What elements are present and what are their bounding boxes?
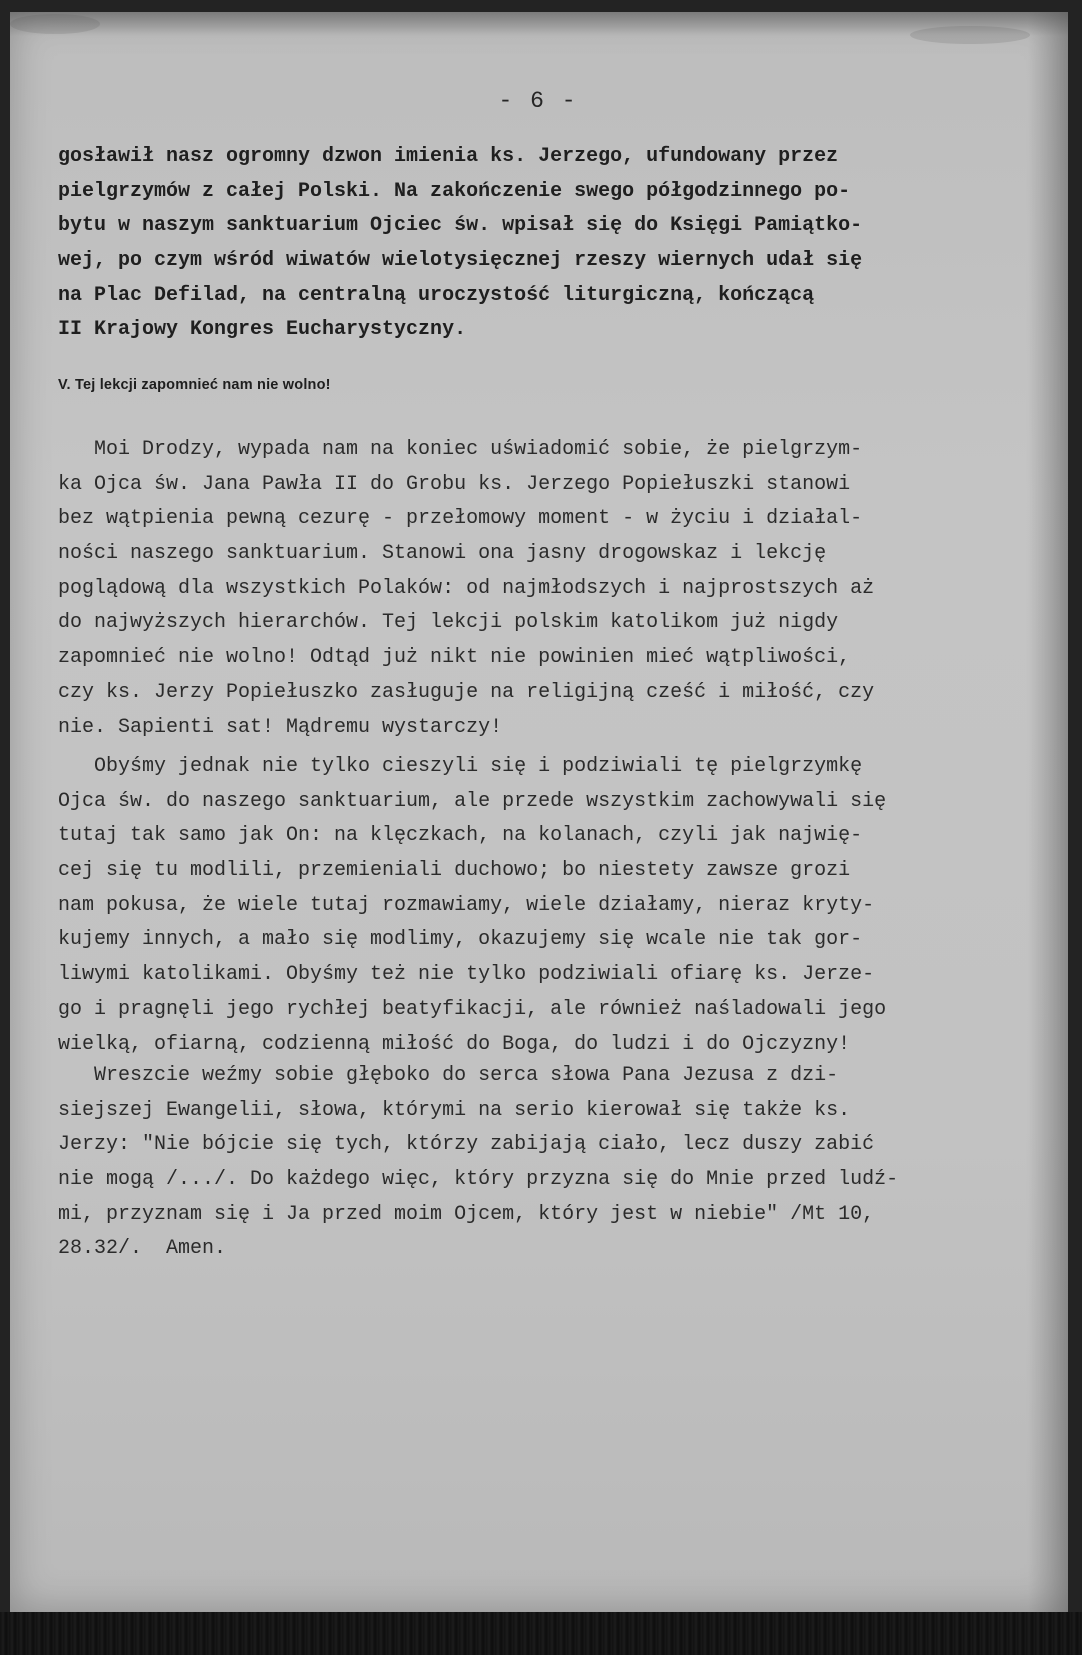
text-line: kujemy innych, a mało się modlimy, okazujemy się wcale nie tak gor- xyxy=(58,928,863,952)
paragraph-4 xyxy=(58,1059,1018,1267)
text-line: siejszej Ewangelii, słowa, którymi na serio kierował się także ks. xyxy=(58,1098,851,1122)
text-line: ności naszego sanktuarium. Stanowi ona jasny drogowskaz i lekcję xyxy=(58,542,827,566)
text-line: Jerzy: "Nie bójcie się tych, którzy zabijają ciało, lecz duszy zabić xyxy=(58,1133,875,1157)
page-top-shadow xyxy=(10,12,1068,36)
text-line: zapomnieć nie wolno! Odtąd już nikt nie powinien mieć wątpliwości, xyxy=(58,646,851,670)
text-line: tutaj tak samo jak On: na klęczkach, na kolanach, czyli jak najwię- xyxy=(58,824,863,848)
page-number: - 6 - xyxy=(498,88,578,114)
paragraph-3 xyxy=(58,750,1018,1062)
page-right-shadow xyxy=(1028,12,1068,1612)
text-line: II Krajowy Kongres Eucharystyczny. xyxy=(58,318,467,342)
text-line: bez wątpienia pewną cezurę - przełomowy moment - w życiu i działal- xyxy=(58,507,863,531)
text-line: do najwyższych hierarchów. Tej lekcji polskim katolikom już nigdy xyxy=(58,611,839,635)
text-line: gosławił nasz ogromny dzwon imienia ks. Jerzego, ufundowany przez xyxy=(58,145,839,168)
text-line: wielką, ofiarną, codzienną miłość do Boga, do ludzi i do Ojczyzny! xyxy=(58,1032,851,1056)
text-line: Moi Drodzy, wypada nam na koniec uświadomić sobie, że pielgrzym- xyxy=(58,438,863,461)
text-line: wej, po czym wśród wiwatów wielotysięcznej rzeszy wiernych udał się xyxy=(58,249,863,273)
text-line: pielgrzymów z całej Polski. Na zakończenie swego półgodzinnego po- xyxy=(58,179,851,203)
document-page xyxy=(10,12,1068,1612)
text-line: na Plac Defilad, na centralną uroczystość liturgiczną, kończącą xyxy=(58,283,815,307)
text-line: cej się tu modlili, przemieniali duchowo; bo niestety zawsze grozi xyxy=(58,859,851,883)
section-heading: V. Tej lekcji zapomnieć nam nie wolno! xyxy=(58,377,331,393)
text-line: liwymi katolikami. Obyśmy też nie tylko podziwiali ofiarę ks. Jerze- xyxy=(58,963,875,987)
text-line: nam pokusa, że wiele tutaj rozmawiamy, wiele działamy, nieraz kryty- xyxy=(58,893,875,917)
text-line: poglądową dla wszystkich Polaków: od najmłodszych i najprostszych aż xyxy=(58,576,875,600)
text-line: Wreszcie weźmy sobie głęboko do serca słowa Pana Jezusa z dzi- xyxy=(58,1064,839,1087)
text-line: nie mogą /.../. Do każdego więc, który przyzna się do Mnie przed ludź- xyxy=(58,1168,899,1192)
scanner-bottom-edge xyxy=(0,1612,1082,1655)
text-line: mi, przyznam się i Ja przed moim Ojcem, który jest w niebie" /Mt 10, xyxy=(58,1202,875,1226)
text-line: ka Ojca św. Jana Pawła II do Grobu ks. Jerzego Popiełuszki stanowi xyxy=(58,472,851,496)
text-line: go i pragnęli jego rychłej beatyfikacji, ale również naśladowali jego xyxy=(58,997,887,1021)
paragraph-1 xyxy=(58,140,1018,348)
text-line: bytu w naszym sanktuarium Ojciec św. wpisał się do Księgi Pamiątko- xyxy=(58,214,863,238)
text-line: 28.32/. Amen. xyxy=(58,1237,227,1261)
scan-smudge xyxy=(10,14,100,34)
text-line: nie. Sapienti sat! Mądremu wystarczy! xyxy=(58,715,503,739)
text-line: czy ks. Jerzy Popiełuszko zasługuje na religijną cześć i miłość, czy xyxy=(58,680,875,704)
text-line: Ojca św. do naszego sanktuarium, ale przede wszystkim zachowywali się xyxy=(58,789,887,813)
scan-smudge xyxy=(910,26,1030,44)
text-line: Obyśmy jednak nie tylko cieszyli się i podziwiali tę pielgrzymkę xyxy=(58,755,863,778)
paragraph-2 xyxy=(58,433,1018,745)
